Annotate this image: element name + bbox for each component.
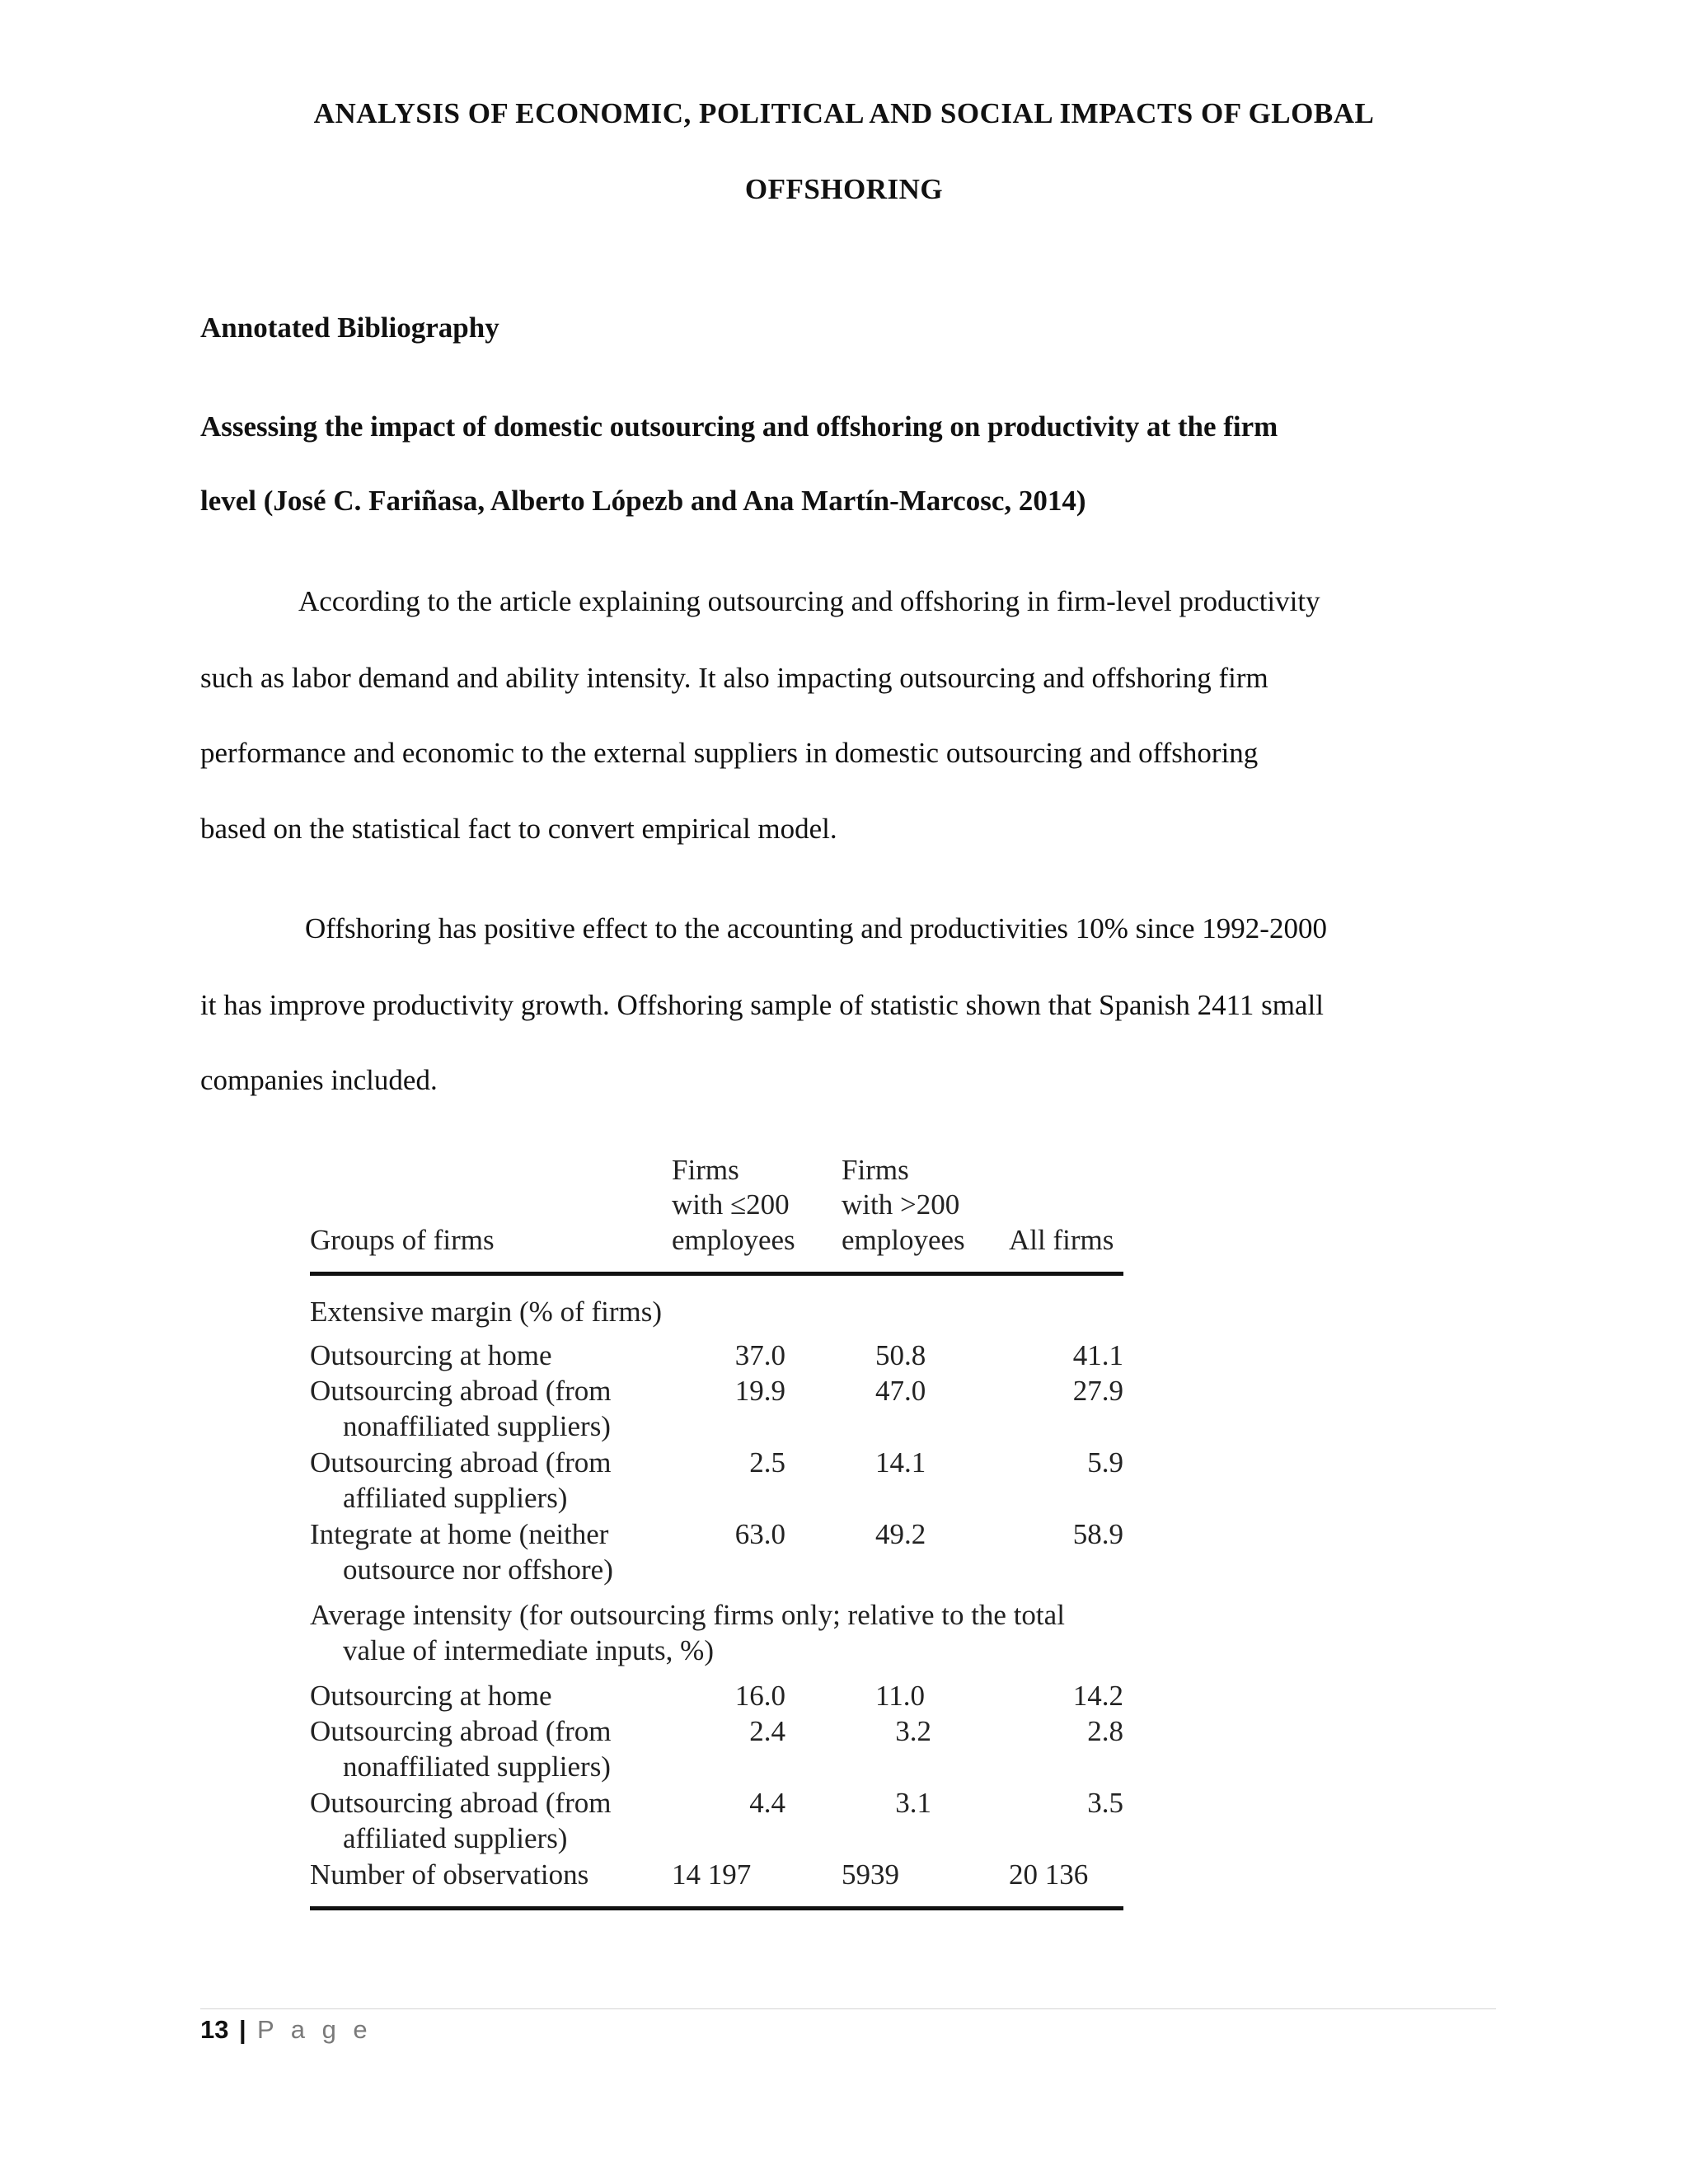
section-extensive-margin: Extensive margin (% of firms) — [310, 1296, 663, 1328]
cell-large: 49.2 — [875, 1518, 926, 1550]
row-label-cont: affiliated suppliers) — [343, 1822, 568, 1854]
cell-small: 4.4 — [749, 1787, 785, 1819]
table-bottom-rule — [310, 1906, 1123, 1910]
row-label: Outsourcing at home — [310, 1339, 552, 1371]
document-title-line2: OFFSHORING — [744, 173, 944, 205]
cell-large: 50.8 — [875, 1339, 926, 1371]
page-separator: | — [239, 2015, 246, 2044]
cell-all: 5.9 — [1087, 1446, 1123, 1479]
cell-large: 11.0 — [875, 1680, 925, 1712]
header-large-firms-line2: with >200 — [842, 1188, 960, 1221]
row-label: Outsourcing abroad (from — [310, 1446, 612, 1479]
paragraph1-line1: According to the article explaining outsourcing and offshoring in firm-level productivity — [298, 585, 1320, 617]
cell-small: 2.5 — [749, 1446, 785, 1479]
cell-all: 2.8 — [1087, 1715, 1123, 1747]
observations-small: 14 197 — [672, 1858, 752, 1891]
section-heading: Annotated Bibliography — [200, 312, 499, 344]
row-label-cont: affiliated suppliers) — [343, 1482, 568, 1514]
cell-large: 14.1 — [875, 1446, 926, 1479]
cell-small: 2.4 — [749, 1715, 785, 1747]
page-number: 13 — [200, 2015, 229, 2044]
paragraph1-line3: performance and economic to the external suppliers in domestic outsourcing and offshoring — [200, 737, 1259, 769]
paragraph2-line1: Offshoring has positive effect to the accounting and productivities 10% since 1992-2000 — [305, 912, 1327, 944]
cell-all: 3.5 — [1087, 1787, 1123, 1819]
paragraph2-line2: it has improve productivity growth. Offshoring sample of statistic shown that Spanish 2411 small — [200, 989, 1324, 1021]
section-average-intensity-cont: value of intermediate inputs, %) — [343, 1634, 714, 1666]
header-small-firms-line2: with ≤200 — [672, 1188, 790, 1221]
document-title-line1: ANALYSIS OF ECONOMIC, POLITICAL AND SOCIAL IMPACTS OF GLOBAL — [313, 97, 1375, 129]
paragraph1-line2: such as labor demand and ability intensity. It also impacting outsourcing and offshoring firm — [200, 662, 1268, 694]
cell-all: 27.9 — [1072, 1375, 1123, 1407]
paragraph1-line4: based on the statistical fact to convert empirical model. — [200, 813, 837, 845]
entry-title-line2: level (José C. Fariñasa, Alberto Lópezb and Ana Martín-Marcosc, 2014) — [200, 485, 1086, 517]
observations-label: Number of observations — [310, 1858, 589, 1891]
page-label: P a g e — [257, 2015, 373, 2044]
header-large-firms-line3: employees — [842, 1224, 965, 1256]
row-label: Integrate at home (neither — [310, 1518, 609, 1550]
cell-small: 37.0 — [734, 1339, 785, 1371]
header-groups: Groups of firms — [310, 1224, 495, 1256]
row-label-cont: nonaffiliated suppliers) — [343, 1750, 611, 1783]
paragraph2-line3: companies included. — [200, 1064, 438, 1096]
row-label-cont: outsource nor offshore) — [343, 1554, 613, 1586]
row-label: Outsourcing abroad (from — [310, 1715, 612, 1747]
section-average-intensity: Average intensity (for outsourcing firms only; relative to the total — [310, 1599, 1065, 1631]
header-small-firms-line3: employees — [672, 1224, 795, 1256]
cell-all: 58.9 — [1072, 1518, 1123, 1550]
observations-all: 20 136 — [1009, 1858, 1089, 1891]
cell-large: 3.1 — [895, 1787, 931, 1819]
row-label: Outsourcing abroad (from — [310, 1375, 612, 1407]
footer-divider — [200, 2008, 1496, 2009]
table-top-rule — [310, 1272, 1123, 1276]
cell-all: 41.1 — [1072, 1339, 1123, 1371]
header-large-firms-line1: Firms — [842, 1154, 909, 1186]
header-all-firms: All firms — [1009, 1224, 1114, 1256]
entry-title-line1: Assessing the impact of domestic outsourcing and offshoring on productivity at the firm — [200, 410, 1278, 443]
cell-all: 14.2 — [1072, 1680, 1123, 1712]
cell-small: 63.0 — [734, 1518, 785, 1550]
row-label-cont: nonaffiliated suppliers) — [343, 1410, 611, 1442]
cell-small: 16.0 — [734, 1680, 785, 1712]
row-label: Outsourcing abroad (from — [310, 1787, 612, 1819]
observations-large: 5939 — [842, 1858, 899, 1891]
cell-large: 47.0 — [875, 1375, 926, 1407]
cell-large: 3.2 — [895, 1715, 931, 1747]
row-label: Outsourcing at home — [310, 1680, 552, 1712]
header-small-firms-line1: Firms — [672, 1154, 739, 1186]
cell-small: 19.9 — [734, 1375, 785, 1407]
